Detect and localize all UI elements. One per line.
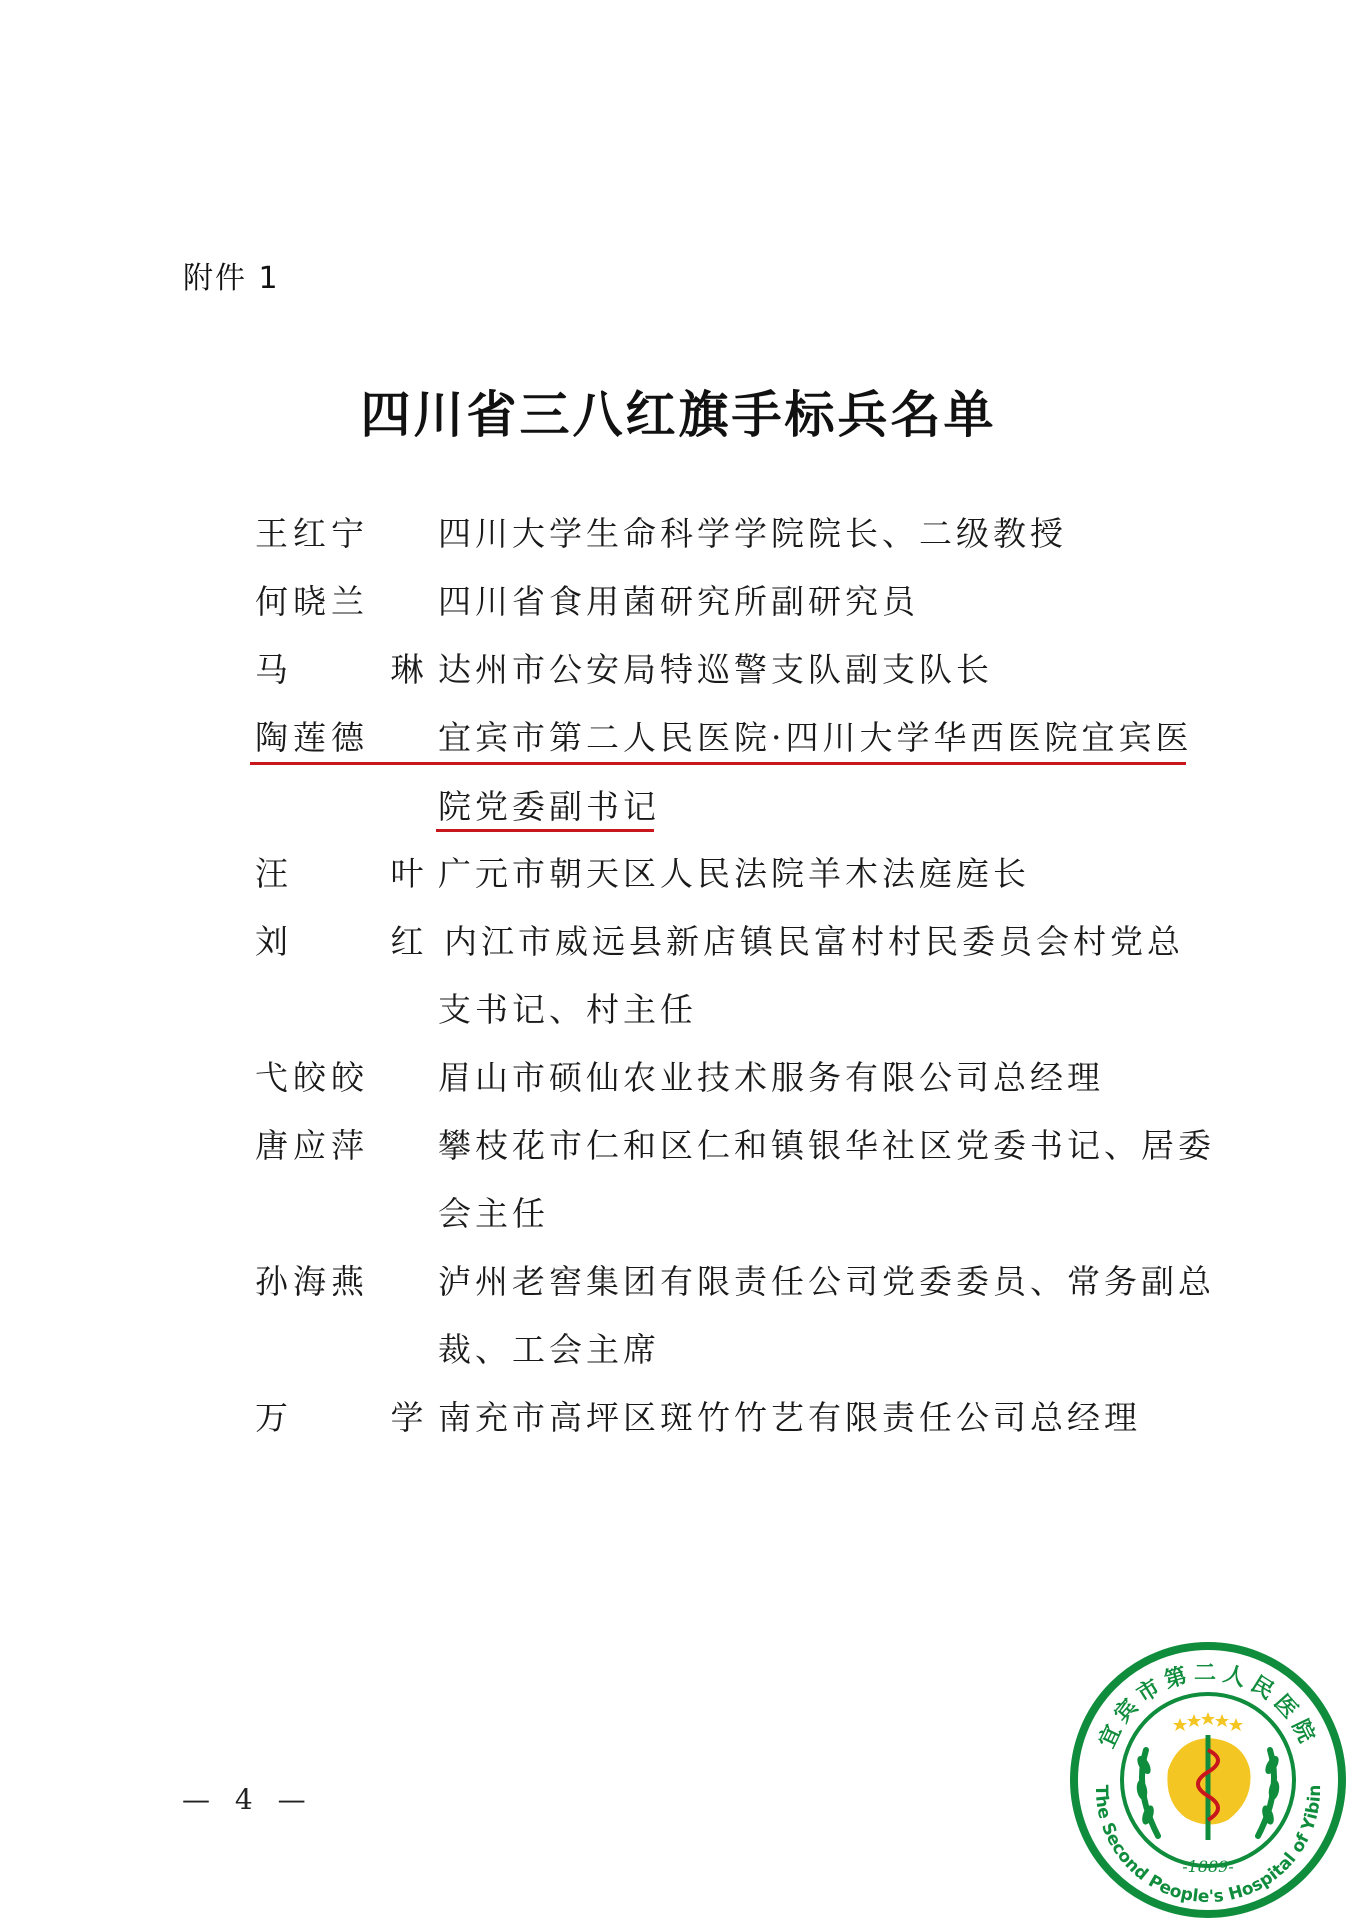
honoree-row-highlighted [0,712,1357,782]
honoree-title: 宜宾市第二人民医院·四川大学华西医院宜宾医 [438,718,1193,757]
page-number: — 4 — [182,1783,314,1816]
hospital-seal-logo [1068,1640,1348,1920]
seal-year: -1889- [1182,1857,1234,1876]
honoree-name: 汪 叶 [255,854,470,893]
honoree-row [0,848,1357,918]
honoree-title: 南充市高坪区斑竹竹艺有限责任公司总经理 [438,1398,1141,1437]
highlight-underline [436,829,654,832]
honoree-title: 广元市朝天区人民法院羊木法庭庭长 [438,854,1030,893]
honoree-title: 达州市公安局特巡警支队副支队长 [438,650,993,689]
honoree-title: 内江市威远县新店镇民富村村民委员会村党总 [444,922,1184,961]
honoree-name: 王红宁 [255,514,369,553]
honoree-title: 四川大学生命科学学院院长、二级教授 [438,514,1067,553]
honoree-title: 泸州老窖集团有限责任公司党委委员、常务副总 [438,1262,1215,1301]
honoree-name: 弋皎皎 [255,1058,369,1097]
honoree-title-continued: 裁、工会主席 [438,1330,660,1369]
honoree-row-continuation [0,984,1357,1054]
honoree-row [0,1052,1357,1122]
honoree-row [0,1256,1357,1326]
highlight-underline [250,762,1186,765]
honoree-row [0,916,1357,986]
honoree-title-continued: 会主任 [438,1194,549,1233]
honoree-name: 何晓兰 [255,582,369,621]
honoree-row-continuation [0,1324,1357,1394]
honoree-name: 万 学 [255,1398,470,1437]
honoree-row [0,508,1357,578]
honoree-title: 四川省食用菌研究所副研究员 [438,582,919,621]
honoree-row [0,644,1357,714]
honoree-name: 唐应萍 [255,1126,369,1165]
honoree-name: 孙海燕 [255,1262,369,1301]
honoree-title-continued: 院党委副书记 [438,787,660,826]
honoree-title: 攀枝花市仁和区仁和镇银华社区党委书记、居委 [438,1126,1215,1165]
seal-chinese-name: 宜宾市第二人民医院 [1094,1661,1322,1752]
honoree-row-continuation [0,781,1357,851]
page-title: 四川省三八红旗手标兵名单 [360,386,997,444]
honoree-name: 刘 红 [255,922,470,961]
attachment-label: 附件 1 [183,261,280,296]
honoree-name: 马 琳 [255,650,470,689]
honoree-name: 陶莲德 [255,718,369,757]
honoree-row [0,1392,1357,1462]
honoree-row-continuation [0,1188,1357,1258]
honoree-title: 眉山市硕仙农业技术服务有限公司总经理 [438,1058,1104,1097]
seal-english-name: The Second People's Hospital of Yibin [1090,1784,1326,1908]
honoree-title-continued: 支书记、村主任 [438,990,697,1029]
honoree-row [0,1120,1357,1190]
honoree-row [0,576,1357,646]
